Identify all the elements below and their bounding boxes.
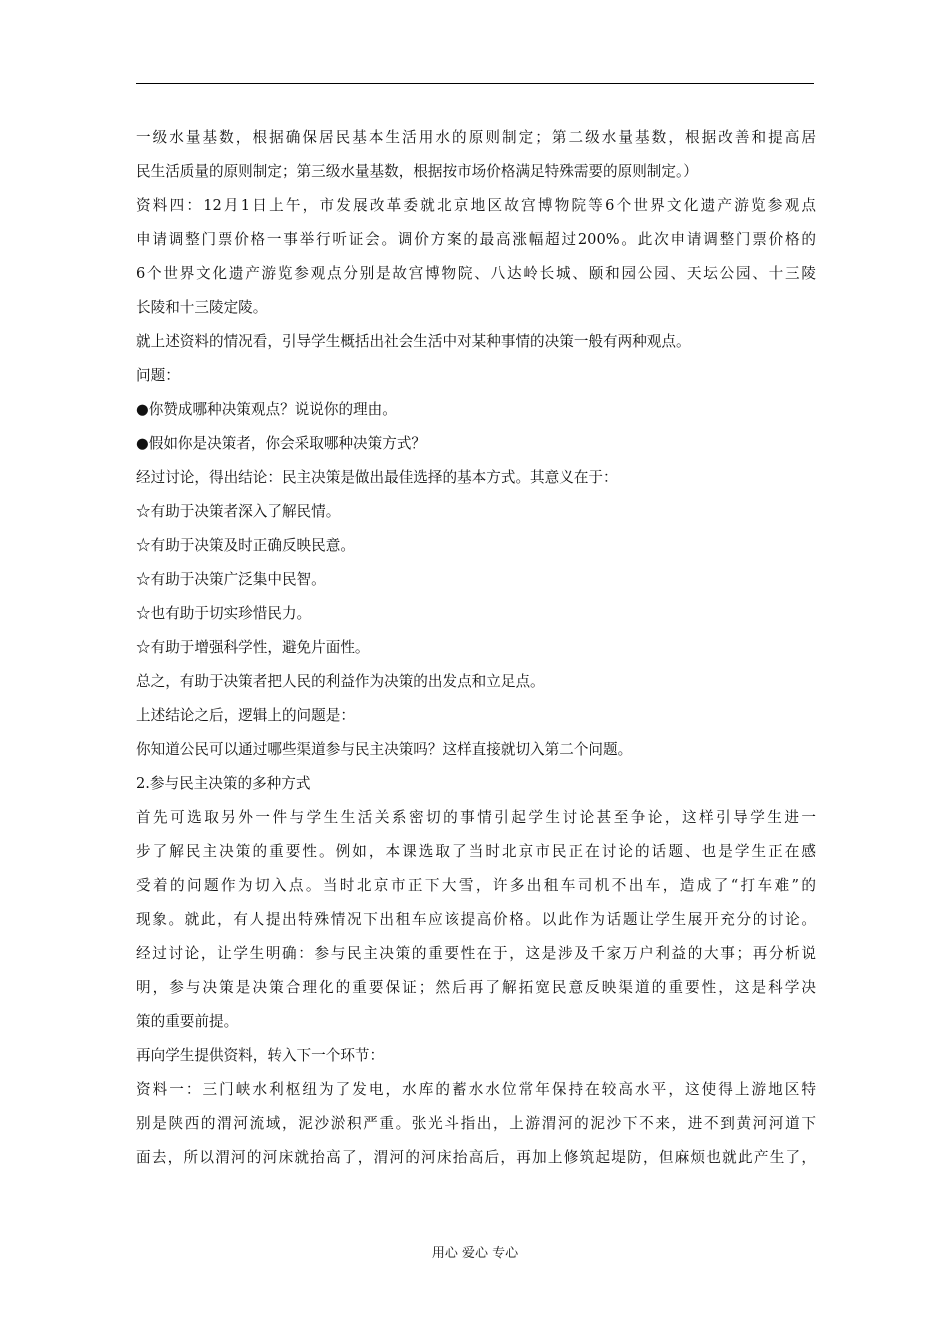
paragraph-line: 申请调整门票价格一事举行听证会。调价方案的最高涨幅超过200%。此次申请调整门票价格的	[136, 231, 816, 248]
paragraph-line: 策的重要前提。	[136, 1013, 239, 1030]
paragraph-line: 一级水量基数，根据确保居民基本生活用水的原则制定；第二级水量基数，根据改善和提高居	[136, 129, 816, 146]
paragraph-line: 现象。就此，有人提出特殊情况下出租车应该提高价格。以此作为话题让学生展开充分的讨论。	[136, 911, 816, 928]
paragraph-line: 长陵和十三陵定陵。	[136, 299, 268, 316]
paragraph-line: 受着的问题作为切入点。当时北京市正下大雪，许多出租车司机不出车，造成了“打车难”的	[136, 877, 816, 894]
paragraph-line: 资料四：12月1日上午，市发展改革委就北京地区故宫博物院等6个世界文化遗产游览参观点	[136, 197, 816, 214]
paragraph-line: 步了解民主决策的重要性。例如，本课选取了当时北京市民正在讨论的话题、也是学生正在感	[136, 843, 816, 860]
paragraph-line: 总之，有助于决策者把人民的利益作为决策的出发点和立足点。	[136, 673, 545, 690]
section-heading: 2.参与民主决策的多种方式	[136, 775, 311, 792]
paragraph-line: 你知道公民可以通过哪些渠道参与民主决策吗？这样直接就切入第二个问题。	[136, 741, 633, 758]
paragraph-line: 民生活质量的原则制定；第三级水量基数，根据按市场价格满足特殊需要的原则制定。）	[136, 163, 698, 180]
star-list-item: ☆有助于决策及时正确反映民意。	[136, 537, 355, 554]
star-list-item: ☆有助于决策广泛集中民智。	[136, 571, 326, 588]
question-heading: 问题：	[136, 367, 180, 384]
paragraph-line: 面去，所以渭河的河床就抬高了，渭河的河床抬高后，再加上修筑起堤防，但麻烦也就此产生了，	[136, 1149, 816, 1166]
paragraph-line: 就上述资料的情况看，引导学生概括出社会生活中对某种事情的决策一般有两种观点。	[136, 333, 691, 350]
paragraph-line: 资料一：三门峡水利枢纽为了发电，水库的蓄水水位常年保持在较高水平，这使得上游地区特	[136, 1081, 816, 1098]
question-item: ●你赞成哪种决策观点？说说你的理由。	[136, 401, 397, 418]
paragraph-line: 明，参与决策是决策合理化的重要保证；然后再了解拓宽民意反映渠道的重要性，这是科学决	[136, 979, 816, 996]
document-body	[136, 121, 816, 1175]
question-item: ●假如你是决策者，你会采取哪种决策方式？	[136, 435, 427, 452]
header-rule	[136, 83, 814, 84]
page-footer: 用心 爱心 专心	[431, 1246, 519, 1261]
paragraph-line: 别是陕西的渭河流域，泥沙淤积严重。张光斗指出，上游渭河的泥沙下不来，进不到黄河河道下	[136, 1115, 816, 1132]
star-list-item: ☆有助于增强科学性，避免片面性。	[136, 639, 370, 656]
star-list-item: ☆也有助于切实珍惜民力。	[136, 605, 312, 622]
paragraph-line: 再向学生提供资料，转入下一个环节：	[136, 1047, 385, 1064]
paragraph-line: 6个世界文化遗产游览参观点分别是故宫博物院、八达岭长城、颐和园公园、天坛公园、十三陵	[136, 265, 816, 282]
paragraph-line: 首先可选取另外一件与学生生活关系密切的事情引起学生讨论甚至争论，这样引导学生进一	[136, 809, 816, 826]
paragraph-line: 经过讨论，得出结论：民主决策是做出最佳选择的基本方式。其意义在于：	[136, 469, 618, 486]
star-list-item: ☆有助于决策者深入了解民情。	[136, 503, 341, 520]
paragraph-line: 经过讨论，让学生明确：参与民主决策的重要性在于，这是涉及千家万户利益的大事；再分析说	[136, 945, 816, 962]
paragraph-line: 上述结论之后，逻辑上的问题是：	[136, 707, 355, 724]
